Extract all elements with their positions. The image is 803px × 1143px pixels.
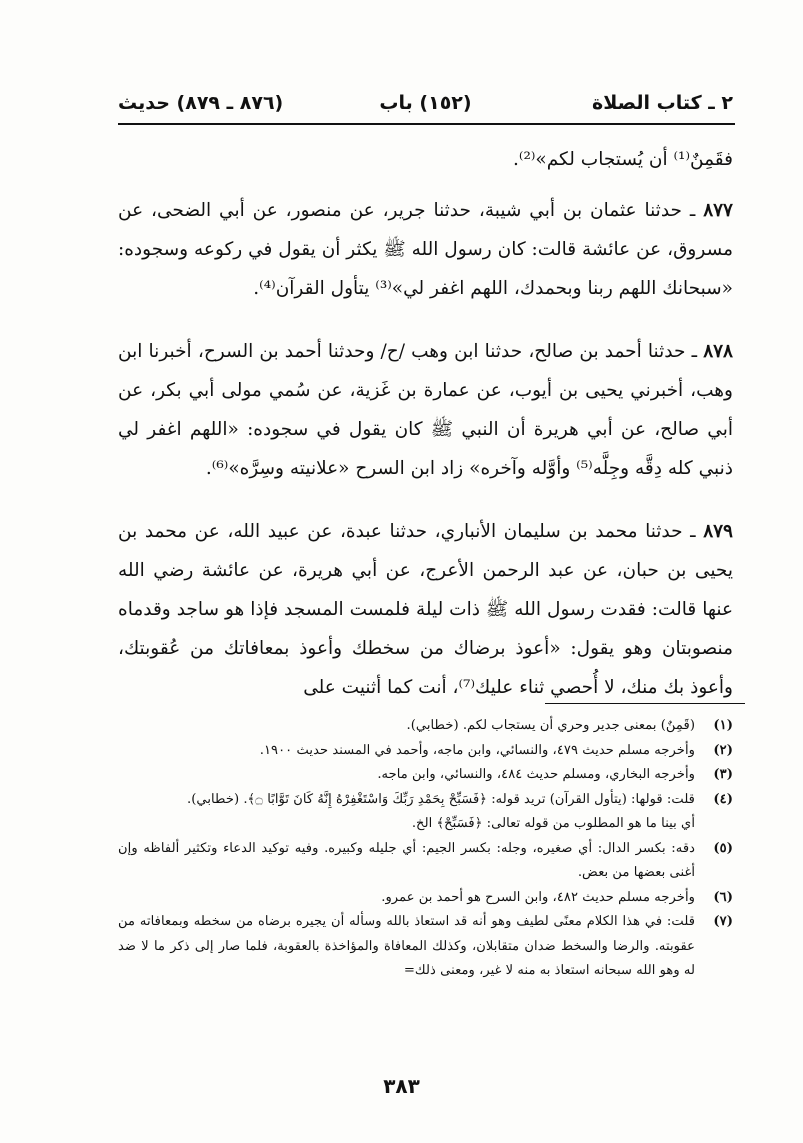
footnote-text: قلت: قولها: (يتأول القرآن) تريد قوله: ﴿فَسَبِّحْ بِحَمْدِ رَبِّكَ وَاسْتَغْفِرْهُ إِنَّهُ كَانَ تَوَّابًا ۝﴾. (خطابي). <box>187 791 695 807</box>
footnote <box>118 763 733 788</box>
hadith-text: ـ حدثنا عثمان بن أبي شيبة، حدثنا جرير، عن منصور، عن أبي الضحى، عن مسروق، عن عائشة قالت: كان رسول الله ﷺ يكثر أن يقول في ركوعه وسجوده: «سبحانك اللهم ربنا وبحمدك، اللهم اغفر لي»⁽³⁾ يتأول القرآن⁽⁴⁾. <box>118 200 733 299</box>
header-hadith-range: (٨٧٦ ـ ٨٧٩) حديث <box>118 92 284 114</box>
footnote-text: وأخرجه البخاري، ومسلم حديث ٤٨٤، والنسائي، وابن ماجه. <box>377 767 695 782</box>
footnote <box>118 886 733 911</box>
hadith-number: ٨٧٧ <box>703 200 733 221</box>
footnote-mark <box>695 812 733 837</box>
hadith-number: ٨٧٩ <box>703 521 733 542</box>
footnote <box>118 788 733 813</box>
footnote-mark: (٦) <box>713 889 733 905</box>
footnote <box>118 910 733 984</box>
running-header <box>118 86 733 120</box>
header-chapter: ٢ ـ كتاب الصلاة <box>592 92 733 114</box>
footnotes <box>118 714 733 984</box>
footnote <box>118 837 733 886</box>
footnote-mark: (٧) <box>713 914 733 929</box>
hadith-text: ـ حدثنا أحمد بن صالح، حدثنا ابن وهب /ح/ وحدثنا أحمد بن السرح، أخبرنا ابن وهب، أخبرني يحيى بن أيوب، عن عمارة بن غَزية، عن سُمي مولى أبي بكر، عن أبي صالح، عن أبي هريرة أن النبي ﷺ كان يقول في سجوده: «اللهم اغفر لي ذنبي كله دِقَّه وجِلَّه⁽⁵⁾ وأوَّله وآخره» زاد ابن السرح «علانيته وسِرَّه»⁽⁶⁾. <box>118 341 733 479</box>
hadith-879 <box>118 512 733 707</box>
hadith-877 <box>118 191 733 308</box>
footnote-text: وأخرجه مسلم حديث ٤٧٩، والنسائي، وابن ماجه، وأحمد في المسند حديث ١٩٠٠. <box>259 742 695 758</box>
footnote-text: قلت: في هذا الكلام معنًى لطيف وهو أنه قد استعاذ بالله وسأله أن يجيره برضاه من سخطه وبمعافاته من عقوبته. والرضا والسخط ضدان متقابلان، وكذلك المعافاة والمؤاخذة بالعقوبة، فلما صار إلى ذكر ما لا ضد له وهو الله سبحانه استعاذ به منه لا غير، ومعنى ذلك= <box>118 914 695 978</box>
footnote-text: وأخرجه مسلم حديث ٤٨٢، وابن السرح هو أحمد بن عمرو. <box>381 889 695 905</box>
header-rule <box>118 123 735 125</box>
paragraph-continuation: فقَمِنٌ⁽¹⁾ أن يُستجاب لكم»⁽²⁾. <box>513 149 733 170</box>
hadith-text: ـ حدثنا محمد بن سليمان الأنباري، حدثنا عبدة، عن عبيد الله، عن محمد بن يحيى بن حبان، عن عبد الرحمن الأعرج، عن أبي هريرة، عن عائشة رضي الله عنها قالت: فقدت رسول الله ﷺ ذات ليلة فلمست المسجد فإذا هو ساجد وقدماه منصوبتان وهو يقول: «أعوذ برضاك من سخطك وأعوذ بمعافاتك من عُقوبتك، وأعوذ بك منك، لا أُحصي ثناء عليك⁽⁷⁾، أنت كما أثنيت على <box>118 521 733 698</box>
footnote <box>118 714 733 739</box>
footnote-mark: (١) <box>713 718 733 733</box>
footnote-text: دقه: بكسر الدال: أي صغيره، وجله: بكسر الجيم: أي جليله وكبيره. وفيه توكيد الدعاء وتكثير ألفاظه وإن أغنى بعضها من بعض. <box>118 840 695 880</box>
main-text <box>118 140 733 731</box>
page-number: ٣٨٣ <box>383 1074 420 1098</box>
footnote-text: (قَمِنٌ) بمعنى جدير وحري أن يستجاب لكم. (خطابي). <box>406 718 695 733</box>
footnote-mark: (٤) <box>713 791 733 807</box>
footnote-text: أي بينا ما هو المطلوب من قوله تعالى: ﴿فَسَبِّحْ﴾ الخ. <box>411 816 695 831</box>
footnote-mark: (٥) <box>713 840 733 856</box>
footnote-mark: (٢) <box>713 742 733 758</box>
footnote <box>118 812 733 837</box>
footnote <box>118 739 733 764</box>
footnote-mark: (٣) <box>713 767 733 782</box>
header-section: (١٥٢) باب <box>379 92 472 114</box>
hadith-number: ٨٧٨ <box>703 341 733 362</box>
footnote-rule <box>545 703 745 704</box>
hadith-878 <box>118 332 733 488</box>
